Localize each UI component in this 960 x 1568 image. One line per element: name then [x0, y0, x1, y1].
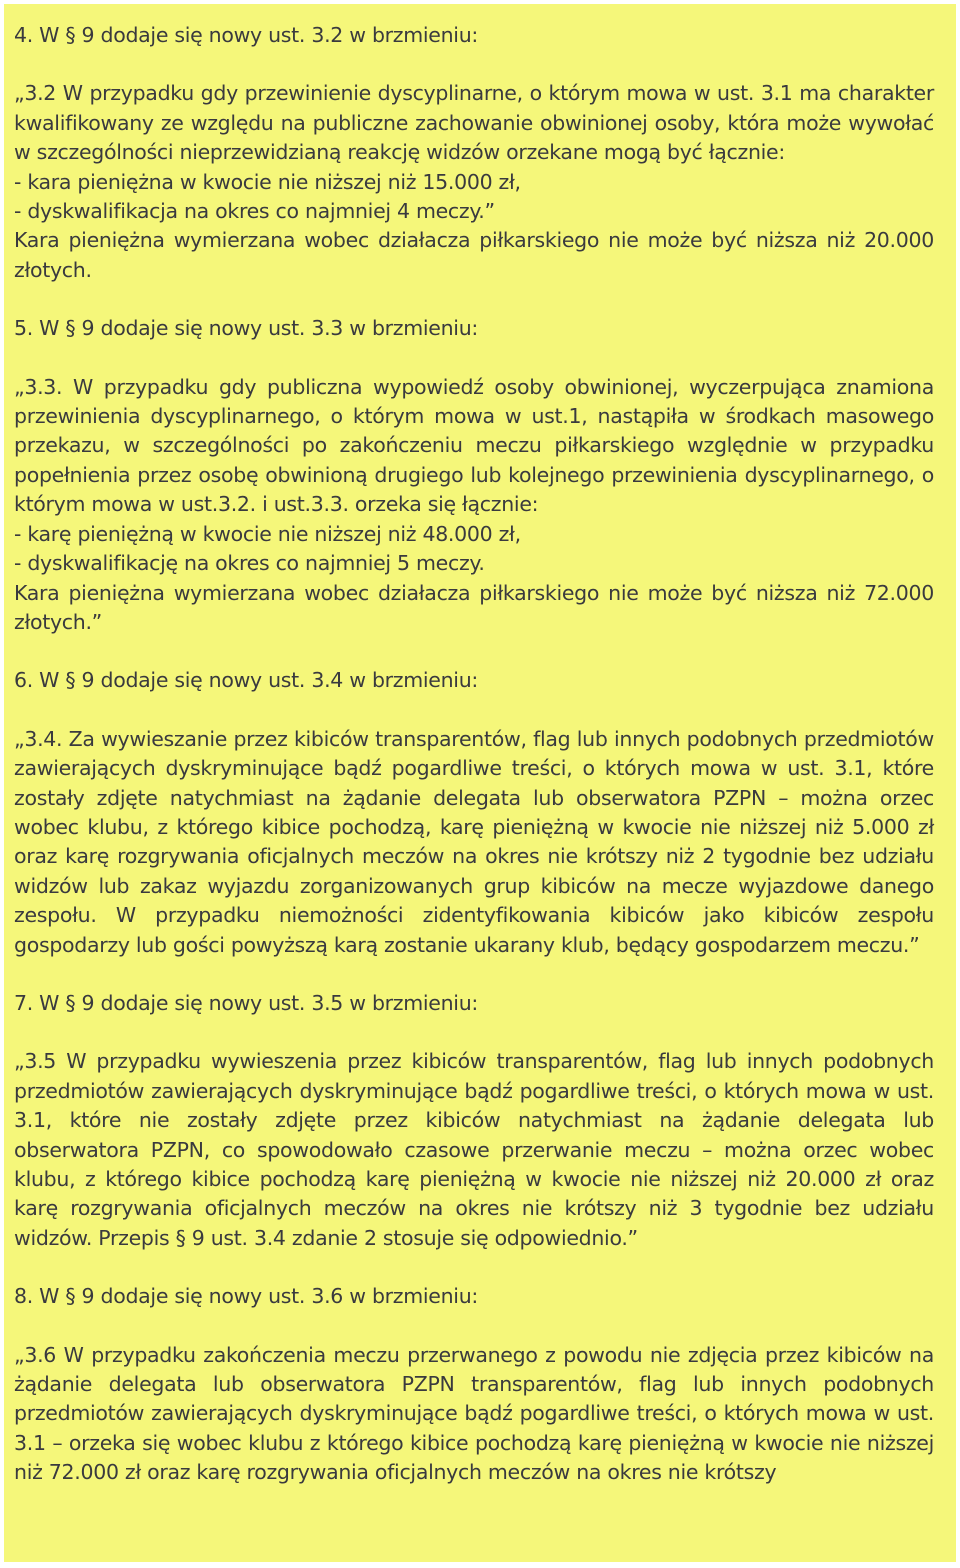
- spacer: [14, 696, 934, 725]
- section-6-heading: 6. W § 9 dodaje się nowy ust. 3.4 w brzmieniu:: [14, 668, 479, 693]
- spacer: [14, 637, 934, 666]
- section-4-paragraph: „3.2 W przypadku gdy przewinienie dyscyplinarne, o którym mowa w ust. 3.1 ma charakter kwalifikowany ze względu na publiczne zachowanie obwinionej osoby, która może wywołać w szczególności nieprzewidzianą reakcję widzów orzekane mogą być łącznie:: [14, 81, 934, 165]
- section-4-item-1: - kara pieniężna w kwocie nie niższej niż 15.000 zł,: [14, 169, 521, 194]
- section-5-item-2: - dyskwalifikację na okres co najmniej 5 meczy.: [14, 551, 485, 576]
- section-4-heading: 4. W § 9 dodaje się nowy ust. 3.2 w brzmieniu:: [14, 23, 479, 47]
- section-5-closing: Kara pieniężna wymierzana wobec działacza piłkarskiego nie może być niższa niż 72.000 złotych.”: [14, 580, 934, 634]
- spacer: [14, 1253, 934, 1282]
- section-8-heading: 8. W § 9 dodaje się nowy ust. 3.6 w brzmieniu:: [14, 1284, 479, 1309]
- section-7-paragraph: „3.5 W przypadku wywieszenia przez kibiców transparentów, flag lub innych podobnych przedmiotów zawierających dyskryminujące bądź pogardliwe treści, o których mowa w ust. 3.1, które nie zostały zdjęte przez kibiców natychmiast na żądanie delegata lub obserwatora PZPN, co spowodowało czasowe przerwanie meczu – można orzec wobec klubu, z którego kibice pochodzą karę pieniężną w kwocie nie niższej niż 20.000 zł oraz karę rozgrywania oficjalnych meczów na okres nie krótszy niż 3 tygodnie bez udziału widzów. Przepis § 9 ust. 3.4 zdanie 2 stosuje się odpowiednio.”: [14, 1049, 934, 1250]
- spacer: [14, 285, 934, 314]
- spacer: [14, 1018, 934, 1047]
- document-page: [4, 4, 956, 1562]
- document-content: [14, 21, 934, 1488]
- section-5-paragraph: „3.3. W przypadku gdy publiczna wypowiedź osoby obwinionej, wyczerpująca znamiona przewinienia dyscyplinarnego, o którym mowa w ust.1, nastąpiła w środkach masowego przekazu, w szczególności po zakończeniu meczu piłkarskiego względnie w przypadku popełnienia przez osobę obwinioną drugiego lub kolejnego przewinienia dyscyplinarnego, o którym mowa w ust.3.2. i ust.3.3. orzeka się łącznie:: [14, 374, 934, 517]
- spacer: [14, 960, 934, 989]
- spacer: [14, 1312, 934, 1341]
- section-5-item-1: - karę pieniężną w kwocie nie niższej niż 48.000 zł,: [14, 521, 521, 546]
- spacer: [14, 344, 934, 373]
- section-6-paragraph: „3.4. Za wywieszanie przez kibiców transparentów, flag lub innych podobnych przedmiotów zawierających dyskryminujące bądź pogardliwe treści, o których mowa w ust. 3.1, które zostały zdjęte natychmiast na żądanie delegata lub obserwatora PZPN – można orzec wobec klubu, z którego kibice pochodzą, karę pieniężną w kwocie nie niższej niż 5.000 zł oraz karę rozgrywania oficjalnych meczów na okres nie krótszy niż 2 tygodnie bez udziału widzów lub zakaz wyjazdu zorganizowanych grup kibiców na mecze wyjazdowe danego zespołu. W przypadku niemożności zidentyfikowania kibiców jako kibiców zespołu gospodarzy lub gości powyższą karą zostanie ukarany klub, będący gospodarzem meczu.”: [14, 726, 934, 957]
- section-8-paragraph: „3.6 W przypadku zakończenia meczu przerwanego z powodu nie zdjęcia przez kibiców na żądanie delegata lub obserwatora PZPN transparentów, flag lub innych podobnych przedmiotów zawierających dyskryminujące bądź pogardliwe treści, o których mowa w ust. 3.1 – orzeka się wobec klubu z którego kibice pochodzą karę pieniężną w kwocie nie niższej niż 72.000 zł oraz karę rozgrywania oficjalnych meczów na okres nie krótszy: [14, 1342, 934, 1485]
- section-4-item-2: - dyskwalifikacja na okres co najmniej 4 meczy.”: [14, 199, 495, 224]
- section-5-heading: 5. W § 9 dodaje się nowy ust. 3.3 w brzmieniu:: [14, 316, 479, 341]
- section-7-heading: 7. W § 9 dodaje się nowy ust. 3.5 w brzmieniu:: [14, 990, 479, 1015]
- section-4-closing: Kara pieniężna wymierzana wobec działacza piłkarskiego nie może być niższa niż 20.000 złotych.: [14, 228, 934, 282]
- spacer: [14, 50, 934, 79]
